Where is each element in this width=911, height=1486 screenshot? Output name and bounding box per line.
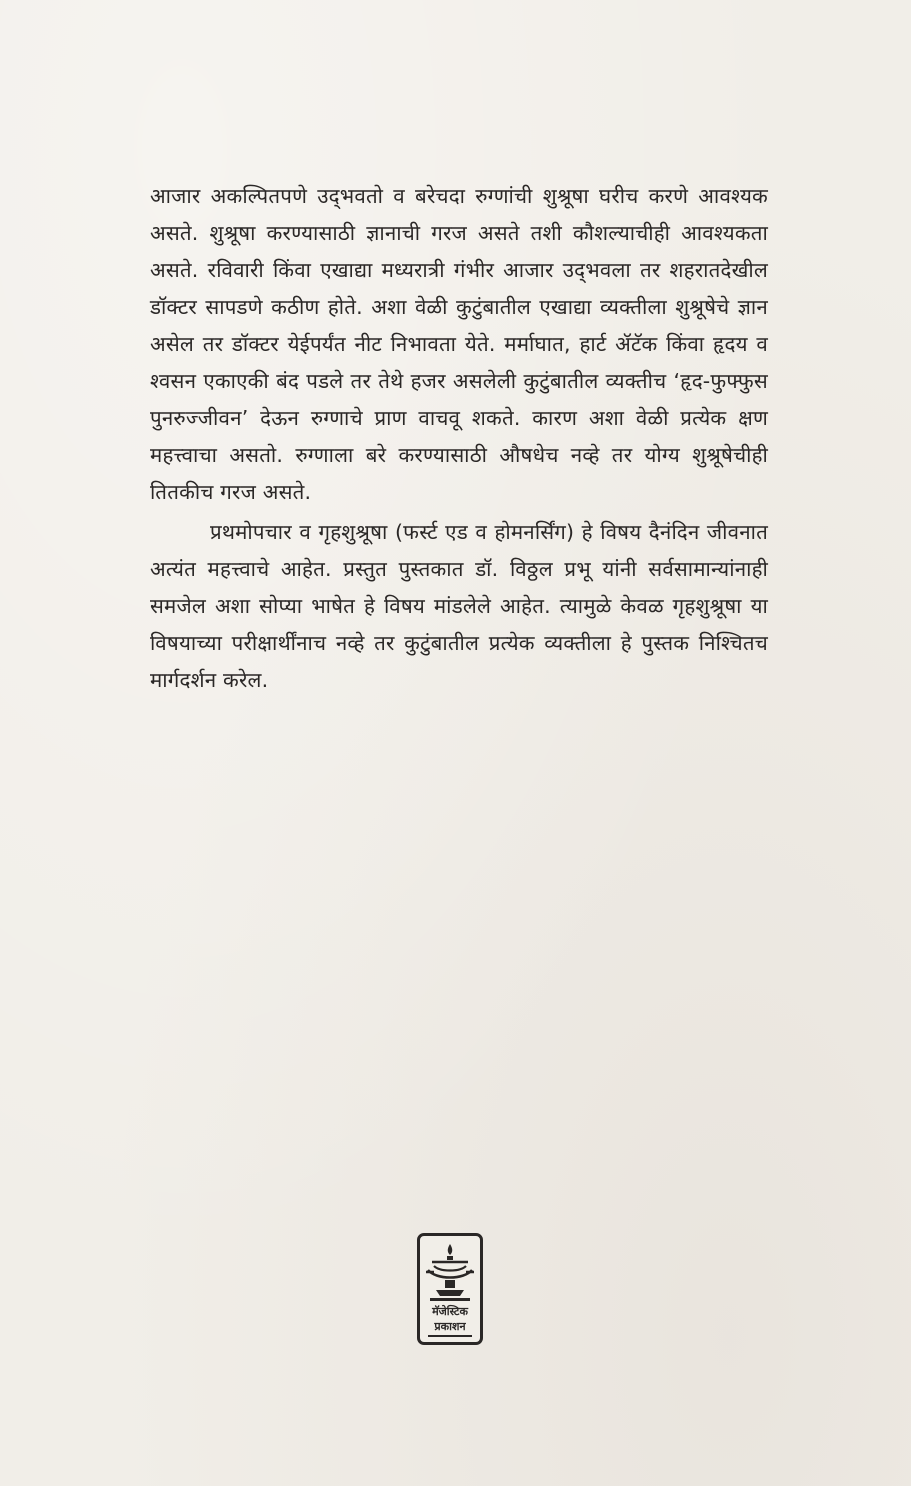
blurb-paragraph-2: प्रथमोपचार व गृहशुश्रूषा (फर्स्ट एड व होमनर्सिंग) हे विषय दैनंदिन जीवनात अत्यंत महत्त्वाचे आहेत. प्रस्तुत पुस्तकात डॉ. विठ्ठल प्रभू यांनी सर्वसामान्यांनाही समजेल अशा सोप्या भाषेत हे विषय मांडलेले आहेत. त्यामुळे केवळ गृहशुश्रूषा या विषयाच्या परीक्षार्थींनाच नव्हे तर कुटुंबातील प्रत्येक व्यक्तीला हे पुस्तक निश्चितच मार्गदर्शन करेल.: [150, 520, 768, 692]
publisher-name-line1: मॅजेस्टिक: [432, 1305, 468, 1318]
publisher-name-line2: प्रकाशन: [434, 1320, 466, 1333]
blurb-paragraph-1: आजार अकल्पितपणे उद्‌भवतो व बरेचदा रुग्णांची शुश्रूषा घरीच करणे आवश्यक असते. शुश्रूषा करण्यासाठी ज्ञानाची गरज असते तशी कौशल्याचीही आवश्यकता असते. रविवारी किंवा एखाद्या मध्यरात्री गंभीर आजार उद्‌भवला तर शहरातदेखील डॉक्टर सापडणे कठीण होते. अशा वेळी कुटुंबातील एखाद्या व्यक्तीला शुश्रूषेचे ज्ञान असेल तर डॉक्टर येईपर्यंत नीट निभावता येते. मर्माघात, हार्ट ॲटॅक किंवा हृदय व श्वसन एकाएकी बंद पडले तर तेथे हजर असलेली कुटुंबातील व्यक्तीच ‘हृद-फुफ्फुस पुनरुज्जीवन’ देऊन रुग्णाचे प्राण वाचवू शकते. कारण अशा वेळी प्रत्येक क्षण महत्त्वाचा असतो. रुग्णाला बरे करण्यासाठी औषधेच नव्हे तर योग्य शुश्रूषेचीही तितकीच गरज असते.: [150, 184, 768, 504]
lamp-icon: [424, 1242, 476, 1304]
publisher-logo: [417, 1233, 483, 1345]
logo-underline: [428, 1335, 472, 1337]
blurb-text: [150, 178, 768, 699]
